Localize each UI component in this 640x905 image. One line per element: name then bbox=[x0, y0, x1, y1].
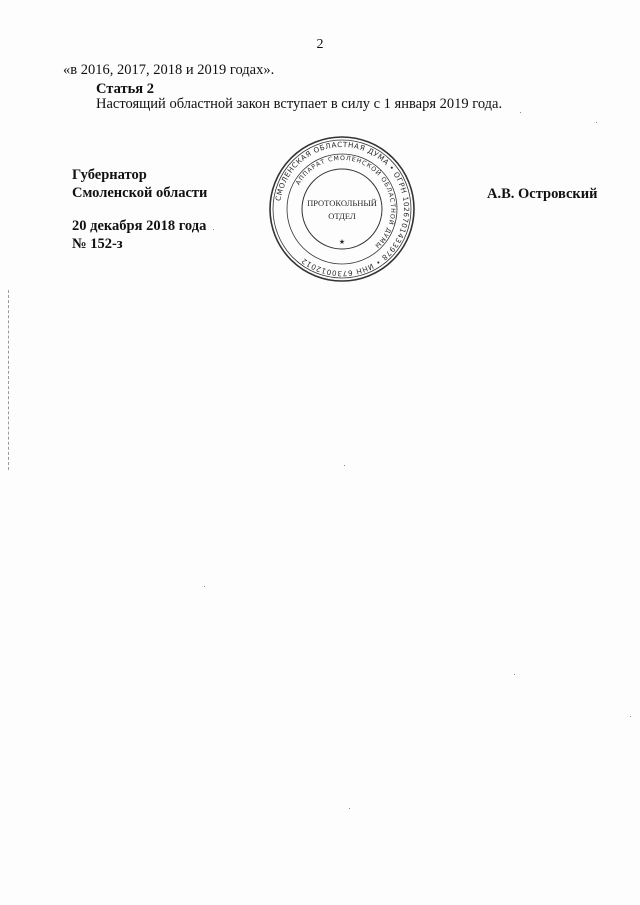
law-date: 20 декабря 2018 года bbox=[72, 218, 207, 234]
article-title: Статья 2 bbox=[96, 81, 154, 97]
scan-speck bbox=[344, 465, 345, 466]
official-stamp bbox=[267, 134, 417, 284]
scan-speck bbox=[520, 112, 521, 113]
scan-speck bbox=[514, 674, 515, 675]
scan-speck bbox=[630, 716, 631, 717]
stamp-center-text-line1: ПРОТОКОЛЬНЫЙ bbox=[307, 198, 377, 208]
stamp-inner-ring-text: АППАРАТ СМОЛЕНСКОЙ ОБЛАСТНОЙ ДУМЫ bbox=[294, 154, 397, 250]
stamp-middle-ring bbox=[287, 154, 397, 264]
stamp-inner-ring bbox=[302, 169, 382, 249]
page-number: 2 bbox=[316, 37, 324, 52]
scan-edge-artifact bbox=[8, 290, 11, 470]
signer-name: А.В. Островский bbox=[487, 186, 598, 202]
stamp-center-text-line2: ОТДЕЛ bbox=[328, 211, 356, 221]
signer-position bbox=[72, 166, 207, 202]
article-text: Настоящий областной закон вступает в силу с 1 января 2019 года. bbox=[96, 96, 503, 112]
stamp-outer-ring-text: СМОЛЕНСКАЯ ОБЛАСТНАЯ ДУМА • ОГРН 1026701433978 • ИНН 6730012012 bbox=[273, 139, 412, 279]
quote-line: «в 2016, 2017, 2018 и 2019 годах». bbox=[63, 62, 275, 78]
law-date-number bbox=[72, 217, 206, 253]
scan-speck bbox=[349, 808, 350, 809]
signer-position-line1: Губернатор bbox=[72, 167, 147, 183]
law-number: № 152-з bbox=[72, 236, 123, 252]
scan-speck bbox=[204, 586, 205, 587]
scan-speck bbox=[596, 122, 597, 123]
scan-speck bbox=[213, 229, 214, 230]
stamp-star-icon: ★ bbox=[338, 238, 346, 246]
signer-position-line2: Смоленской области bbox=[72, 185, 208, 201]
